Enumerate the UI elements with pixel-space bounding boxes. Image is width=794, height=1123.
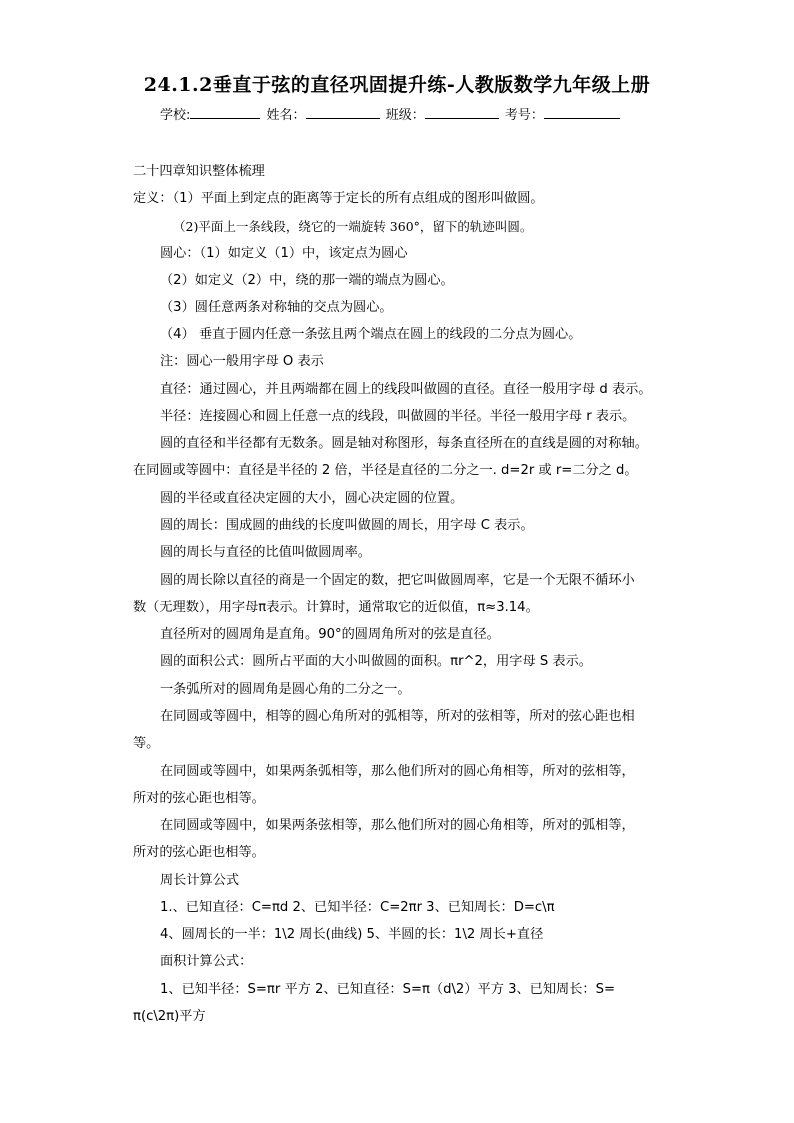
- text-line: 在同圆或等圆中，相等的圆心角所对的弧相等，所对的弦相等，所对的弦心距也相: [160, 709, 635, 724]
- class-blank[interactable]: [425, 105, 499, 119]
- text-line: 圆的直径和半径都有无数条。圆是轴对称图形，每条直径所在的直线是圆的对称轴。: [160, 436, 648, 451]
- text-line: 圆的半径或直径决定圆的大小，圆心决定圆的位置。: [160, 491, 464, 506]
- text-line: 圆的面积公式：圆所占平面的大小叫做圆的面积。πr^2，用字母 S 表示。: [160, 654, 592, 669]
- text-line: （2）如定义（2）中，绕的那一端的端点为圆心。: [160, 273, 454, 288]
- text-line: （2)平面上一条线段，绕它的一端旋转 360°，留下的轨迹叫圆。: [173, 219, 533, 234]
- text-line: 4、圆周长的一半：1\2 周长(曲线) 5、半圆的长：1\2 周长+直径: [160, 927, 544, 942]
- text-line: 一条弧所对的圆周角是圆心角的二分之一。: [160, 682, 411, 697]
- name-label: 姓名：: [266, 108, 306, 123]
- text-line: 面积计算公式：: [160, 954, 253, 969]
- text-line: 数（无理数），用字母π表示。计算时，通常取它的近似值，π≈3.14。: [133, 600, 539, 615]
- name-blank[interactable]: [306, 105, 380, 119]
- text-line: 圆的周长除以直径的商是一个固定的数，把它叫做圆周率，它是一个无限不循环小: [160, 573, 635, 588]
- text-line: 在同圆或等圆中，如果两条弦相等，那么他们所对的圆心角相等，所对的弧相等，: [160, 818, 635, 833]
- class-label: 班级：: [385, 108, 425, 123]
- school-label: 学校:: [160, 108, 191, 123]
- text-line: 直径：通过圆心，并且两端都在圆上的线段叫做圆的直径。直径一般用字母 d 表示。: [160, 382, 652, 397]
- text-line: 在同圆或等圆中，如果两条弧相等，那么他们所对的圆心角相等，所对的弦相等，: [160, 764, 635, 779]
- text-line: 1.、已知直径：C=πd 2、已知半径：C=2πr 3、已知周长：D=c\π: [160, 900, 555, 915]
- number-label: 考号：: [504, 108, 544, 123]
- text-line: 直径所对的圆周角是直角。90°的圆周角所对的弦是直径。: [160, 627, 500, 642]
- text-line: 所对的弦心距也相等。: [133, 845, 265, 860]
- text-line: 注：圆心一般用字母 O 表示: [160, 354, 324, 369]
- text-line: 圆的周长与直径的比值叫做圆周率。: [160, 545, 371, 560]
- text-line: 半径：连接圆心和圆上任意一点的线段，叫做圆的半径。半径一般用字母 r 表示。: [160, 409, 636, 424]
- school-blank[interactable]: [190, 105, 260, 119]
- document-title: 24.1.2垂直于弦的直径巩固提升练-人教版数学九年级上册: [143, 74, 651, 96]
- text-line: 等。: [133, 736, 160, 751]
- text-line: 所对的弦心距也相等。: [133, 791, 265, 806]
- text-line: 圆的周长：围成圆的曲线的长度叫做圆的周长，用字母 C 表示。: [160, 518, 534, 533]
- text-line: 周长计算公式: [160, 873, 240, 888]
- student-info-row: [160, 104, 622, 123]
- text-line: π(c\2π)平方: [133, 1009, 206, 1024]
- text-line: 在同圆或等圆中：直径是半径的 2 倍，半径是直径的二分之一. d=2r 或 r=二分之 d。: [133, 463, 638, 478]
- number-blank[interactable]: [544, 105, 620, 119]
- text-line: 二十四章知识整体梳理: [133, 164, 265, 179]
- text-line: 定义：（1）平面上到定点的距离等于定长的所有点组成的图形叫做圆。: [133, 191, 544, 206]
- text-line: （4） 垂直于圆内任意一条弦且两个端点在圆上的线段的二分点为圆心。: [160, 327, 582, 342]
- text-line: 1、已知半径：S=πr 平方 2、已知直径：S=π（d\2）平方 3、已知周长：S=: [160, 982, 616, 997]
- text-line: （3）圆任意两条对称轴的交点为圆心。: [160, 300, 393, 315]
- text-line: 圆心：（1）如定义（1）中，该定点为圆心: [160, 246, 408, 261]
